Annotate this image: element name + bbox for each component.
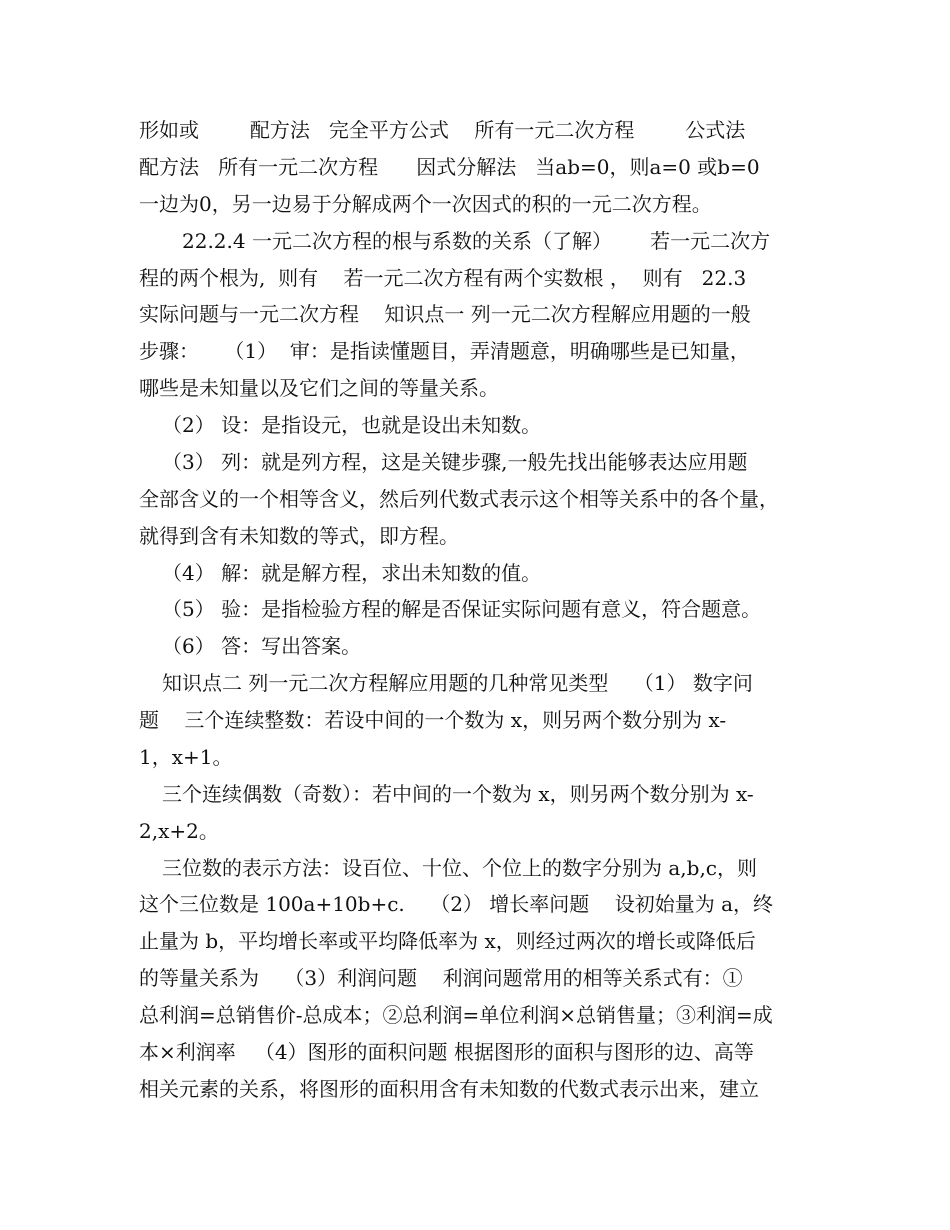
text-line: （4） 解：就是解方程，求出未知数的值。: [162, 561, 542, 585]
text-line: 22.2.4 一元二次方程的根与系数的关系（了解） 若一元二次方: [182, 229, 771, 253]
text-line: 1，x+1。: [139, 745, 233, 769]
text-line: 一边为0，另一边易于分解成两个一次因式的积的一元二次方程。: [139, 192, 712, 216]
text-line: 这个三位数是 100a+10b+c. （2） 增长率问题 设初始量为 a，终: [139, 892, 774, 916]
text-line: 的等量关系为 （3）利润问题 利润问题常用的相等关系式有：①: [139, 966, 743, 990]
text-line: 题 三个连续整数：若设中间的一个数为 x，则另两个数分别为 x-: [139, 708, 727, 732]
text-line: 相关元素的关系，将图形的面积用含有未知数的代数式表示出来，建立: [139, 1077, 759, 1101]
text-line: （3） 列：就是列方程，这是关键步骤,一般先找出能够表达应用题: [162, 450, 748, 474]
text-line: 三位数的表示方法：设百位、十位、个位上的数字分别为 a,b,c，则: [162, 856, 757, 880]
text-line: （2） 设：是指设元，也就是设出未知数。: [162, 413, 542, 437]
text-line: 2,x+2。: [139, 819, 219, 843]
text-line: 本×利润率 （4）图形的面积问题 根据图形的面积与图形的边、高等: [139, 1040, 754, 1064]
text-line: 总利润=总销售价-总成本；②总利润=单位利润×总销售量；③利润=成: [139, 1003, 773, 1027]
text-line: 哪些是未知量以及它们之间的等量关系。: [139, 376, 499, 400]
text-line: 程的两个根为, 则有 若一元二次方程有两个实数根 ， 则有 22.3: [139, 266, 747, 290]
text-line: （5） 验：是指检验方程的解是否保证实际问题有意义，符合题意。: [162, 597, 762, 621]
text-line: 步骤： （1） 审：是指读懂题目，弄清题意，明确哪些是已知量，: [139, 339, 750, 363]
text-line: （6） 答：写出答案。: [162, 634, 362, 658]
text-line: 配方法 所有一元二次方程 因式分解法 当ab=0，则a=0 或b=0: [139, 155, 760, 179]
text-line: 三个连续偶数（奇数）：若中间的一个数为 x，则另两个数分别为 x-: [162, 782, 754, 806]
text-line: 知识点二 列一元二次方程解应用题的几种常见类型 （1） 数字问: [162, 671, 753, 695]
text-line: 实际问题与一元二次方程 知识点一 列一元二次方程解应用题的一般: [139, 302, 751, 326]
text-line: 止量为 b，平均增长率或平均降低率为 x，则经过两次的增长或降低后: [139, 929, 756, 953]
text-line: 全部含义的一个相等含义，然后列代数式表示这个相等关系中的各个量，: [139, 487, 779, 511]
text-line: 就得到含有未知数的等式，即方程。: [139, 524, 459, 548]
text-line: 形如或 配方法 完全平方公式 所有一元二次方程 公式法: [139, 118, 746, 142]
